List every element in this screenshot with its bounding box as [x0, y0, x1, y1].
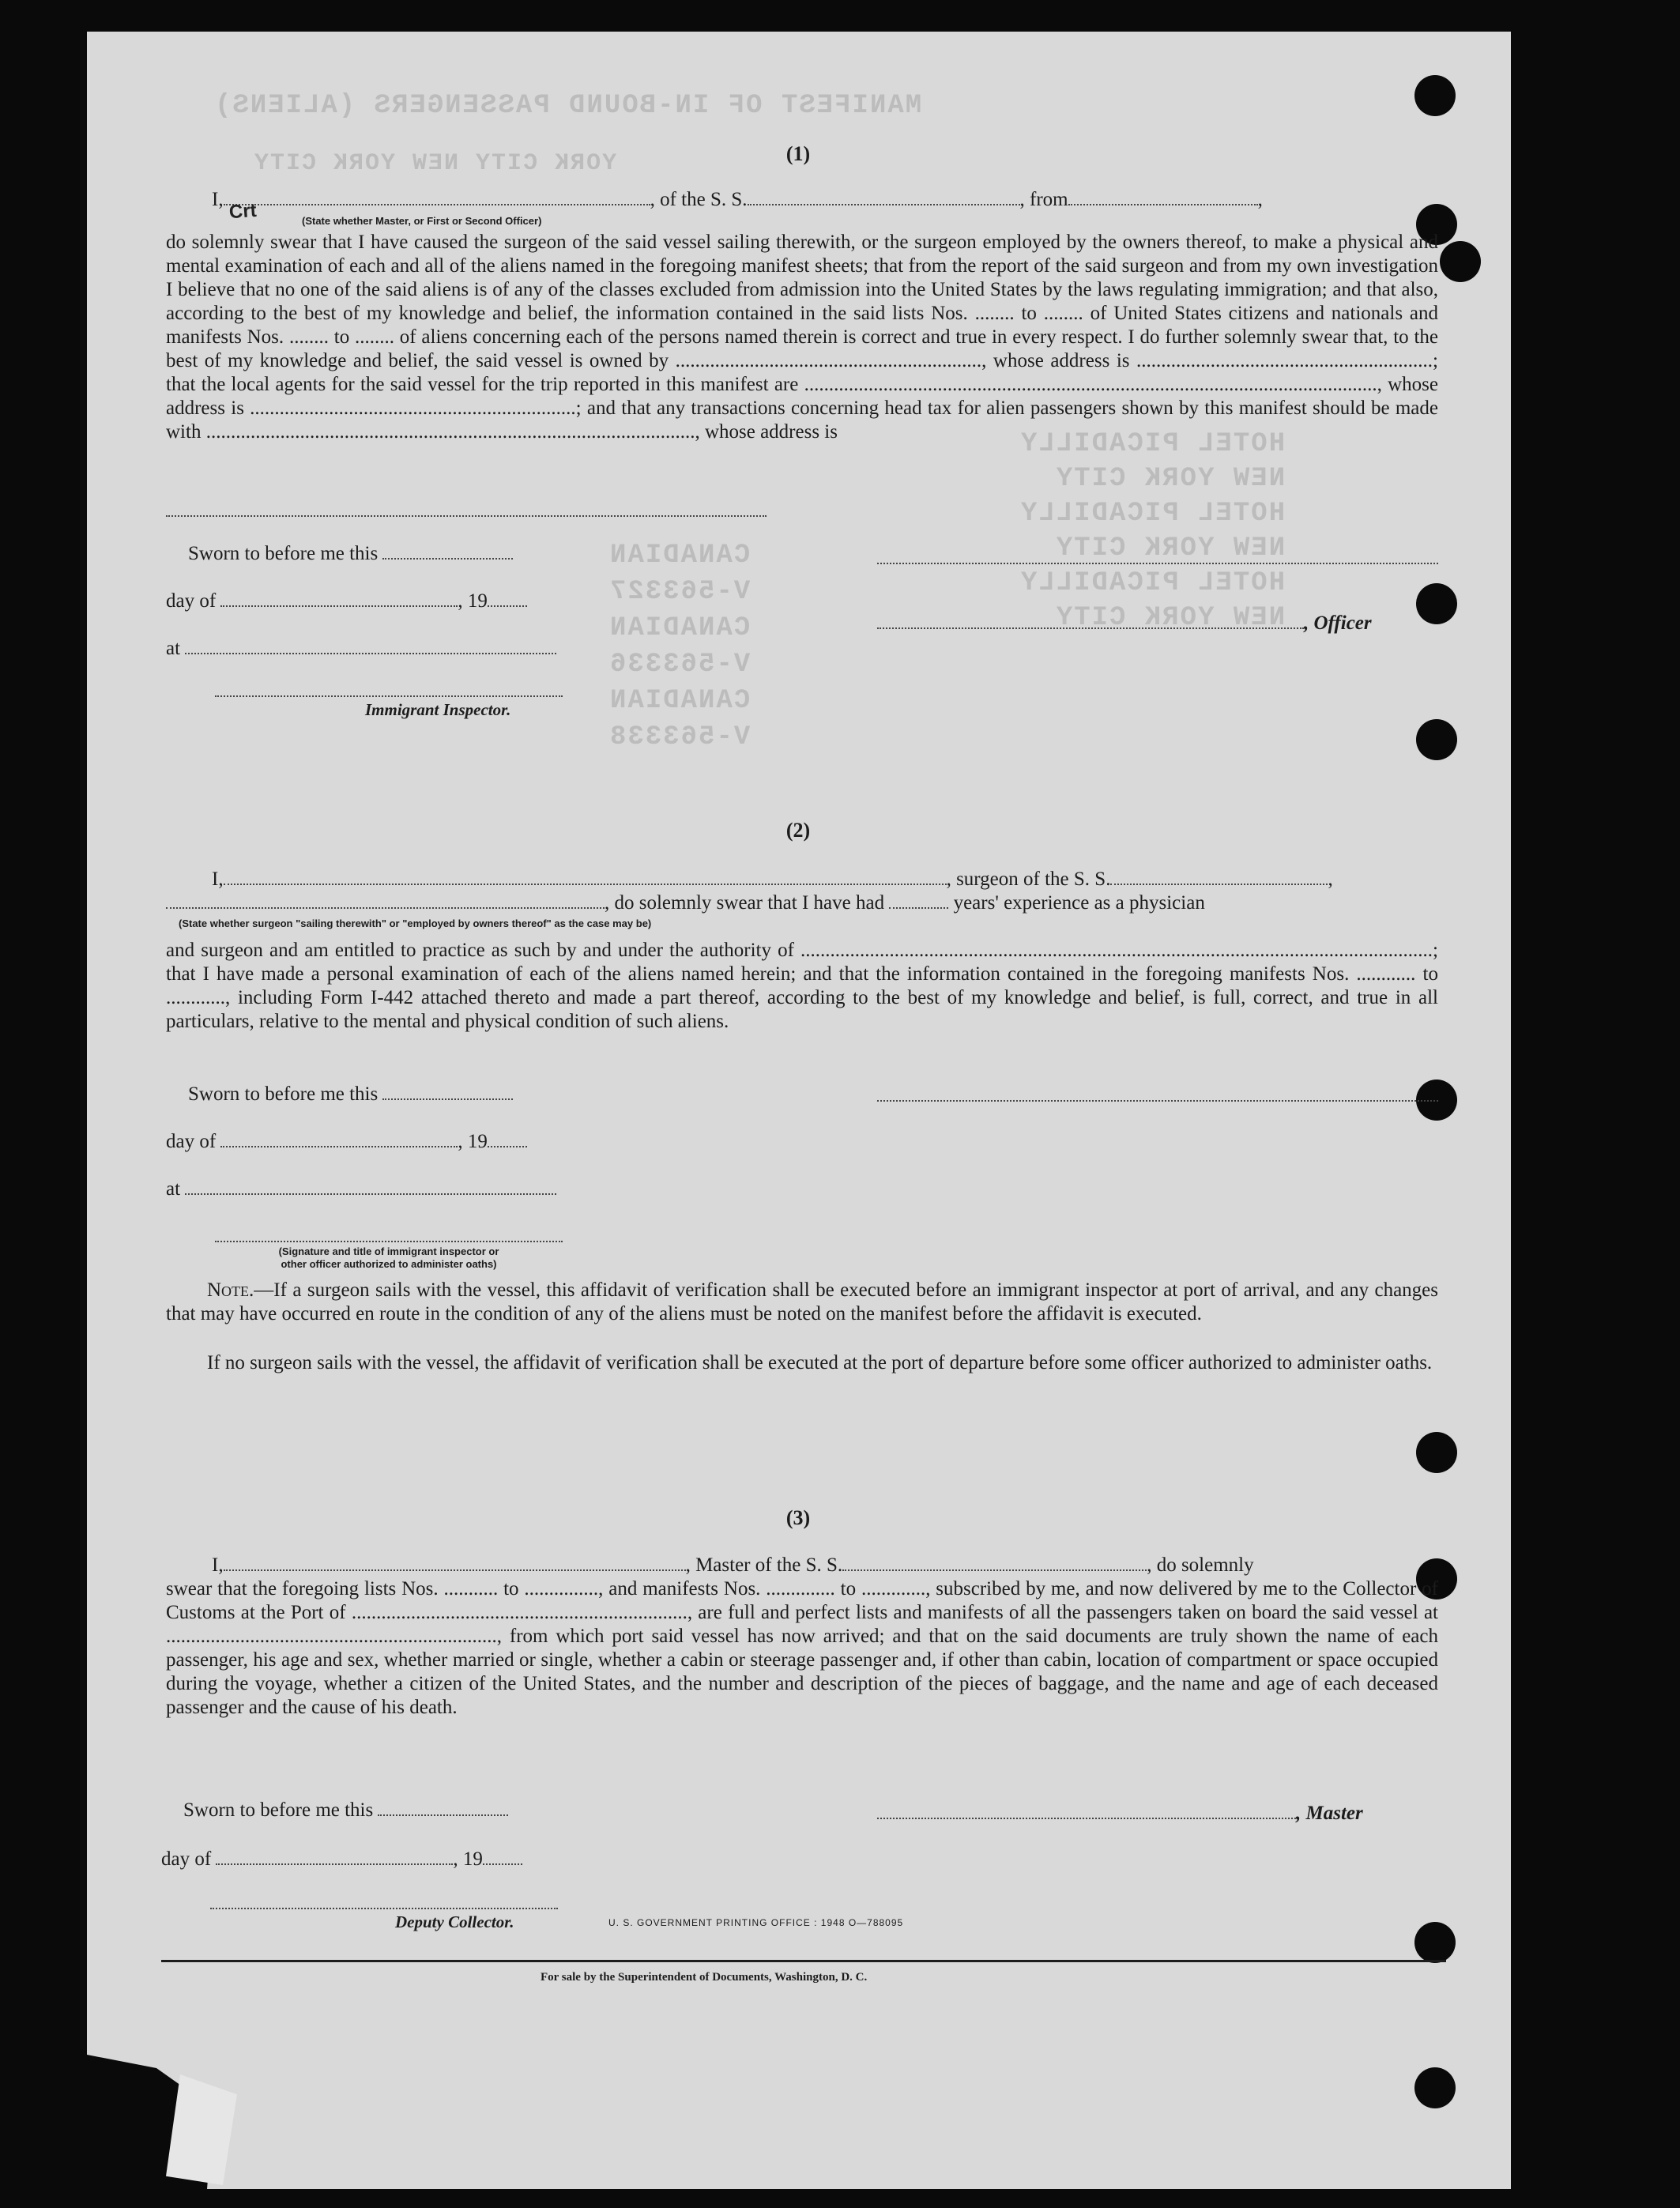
punch-hole	[1416, 719, 1457, 760]
officer-address-line	[877, 563, 1438, 564]
sworn-line: Sworn to before me this	[188, 542, 513, 566]
bleed-through-text: MANIFEST OF IN-BOUND PASSENGERS (ALIENS)	[213, 91, 922, 121]
section-3-oath-line: I, , Master of the S. S. , do solemnly	[212, 1554, 1254, 1576]
section-3-body: swear that the foregoing lists Nos. ........... to ..............., and manifests Nos. .............. to ............., subscribed by me, and now delivered by me to the Collector of Customs at the Port of ...................................................................., are full and perfect lists and manifests of all the passengers taken on board the said vessel at ..................................................................., from which port said vessel has now arrived; and that on the said documents are truly shown the name of each passenger, his age and sex, whether married or single, whether a cabin or steerage passenger and, if other than cabin, location of compartment or space occupied during the voyage, whether a citizen of the United States, and the number and description of the pieces of baggage, and the name and age of each deceased passenger and the cause of his death.	[166, 1578, 1438, 1718]
inspector-caption: Immigrant Inspector.	[365, 700, 511, 719]
from-label: , from	[1019, 189, 1068, 210]
day-of-line-3: day of , 19	[161, 1848, 522, 1871]
day-of-line-2: day of , 19	[166, 1130, 527, 1154]
section-2-experience-line: , do solemnly swear that I have had years' experience as a physician	[166, 891, 1205, 915]
master-signature-line: , Master	[877, 1802, 1363, 1826]
at-line-2: at	[166, 1177, 556, 1201]
section-3-number: (3)	[785, 1506, 811, 1529]
printing-office-line: U. S. GOVERNMENT PRINTING OFFICE : 1948 O—788095	[608, 1917, 904, 1928]
punch-hole	[1414, 1922, 1456, 1963]
punch-hole	[1414, 75, 1456, 116]
punch-hole	[1416, 583, 1457, 624]
punch-hole	[1416, 1432, 1457, 1473]
signature-note: (Signature and title of immigrant inspector or other officer authorized to administer oaths)	[278, 1245, 499, 1270]
officer-note: (State whether Master, or First or Second Officer)	[302, 215, 542, 227]
deputy-caption: Deputy Collector.	[395, 1912, 514, 1931]
bleed-through-text: CANADIAN V-563327 CANADIAN V-563336 CANADIAN V-563338	[608, 541, 751, 752]
section-1-number: (1)	[785, 142, 811, 165]
section-2-body: and surgeon and am entitled to practice as such by and under the authority of ................................................................................................................................; that I have made a personal examination of each of the aliens named herein; and that the information contained in the foregoing manifests Nos. ............ to ............, including Form I-442 attached thereto and made a part thereof, according to the best of my knowledge and belief, is full, correct, and true in all particulars, relative to the mental and physical condition of such aliens.	[166, 940, 1438, 1032]
punch-hole	[1440, 241, 1481, 282]
officer-signature-line: , Officer	[877, 612, 1372, 635]
surgeon-signature-line	[877, 1100, 1438, 1102]
inspector-signature-line-2	[215, 1241, 563, 1242]
document-page	[87, 32, 1511, 2189]
section-1-oath-line: I, , of the S. S. , from ,	[212, 189, 1263, 210]
of-ss-label: , of the S. S.	[650, 189, 748, 210]
deputy-signature-line	[210, 1908, 558, 1909]
signature-line	[166, 515, 767, 517]
i-label: I,	[212, 189, 224, 210]
footer-rule	[161, 1960, 1446, 1962]
officer-stamp: Crt	[228, 199, 258, 224]
at-line: at	[166, 637, 556, 661]
inspector-signature-line	[215, 695, 563, 697]
section-1-body: do solemnly swear that I have caused the surgeon of the said vessel sailing therewith, or the surgeon employed by the owners thereof, to make a physical and mental examination of each and all of the aliens named in the foregoing manifest sheets; that from the report of the said surgeon and from my own investigation I believe that no one of the said aliens is of any of the classes excluded from admission into the United States by the laws regulating immigration; and that also, according to the best of my knowledge and belief, the information contained in the said lists Nos. ........ to ........ of United States citizens and nationals and manifests Nos. ........ to ........ of aliens concerning each of the persons named therein is correct and true in every respect. I do further solemnly swear that, to the best of my knowledge and belief, the said vessel is owned by .............................................................., whose address is ............................................................; that the local agents for the said vessel for the trip reported in this manifest are ...................................................................................................................., whose address is ..................................................................; and that any transactions concerning head tax for alien passengers shown by this manifest should be made with ..................................................................................................., whose address is	[166, 232, 1438, 443]
bleed-through-text: HOTEL PICADILLY NEW YORK CITY HOTEL PICADILLY NEW YORK CITY HOTEL PICADILLY NEW YORK CITY	[1019, 429, 1286, 633]
sworn-line-2: Sworn to before me this	[188, 1083, 513, 1106]
note-label: Note.	[207, 1279, 254, 1301]
section-2-oath-line: I, , surgeon of the S. S. ,	[212, 869, 1333, 890]
bleed-through-text: YORK CITY NEW YORK CITY	[253, 150, 617, 177]
section-2-number: (2)	[785, 819, 811, 842]
day-of-line: day of , 19	[166, 590, 527, 613]
footer-text: For sale by the Superintendent of Documents, Washington, D. C.	[541, 1971, 868, 1984]
punch-hole	[1414, 2067, 1456, 2108]
surgeon-note: (State whether surgeon "sailing therewith" or "employed by owners thereof" as the case may be)	[179, 917, 652, 929]
note-paragraph: Note.—If a surgeon sails with the vessel, this affidavit of verification shall be executed before an immigrant inspector at port of arrival, and any changes that may have occurred en route in the condition of any of the aliens must be noted on the manifest before the affidavit is executed.	[166, 1279, 1438, 1324]
sworn-line-3: Sworn to before me this	[183, 1799, 508, 1822]
note-paragraph-2: If no surgeon sails with the vessel, the affidavit of verification shall be executed at the port of departure before some officer authorized to administer oaths.	[207, 1352, 1433, 1373]
